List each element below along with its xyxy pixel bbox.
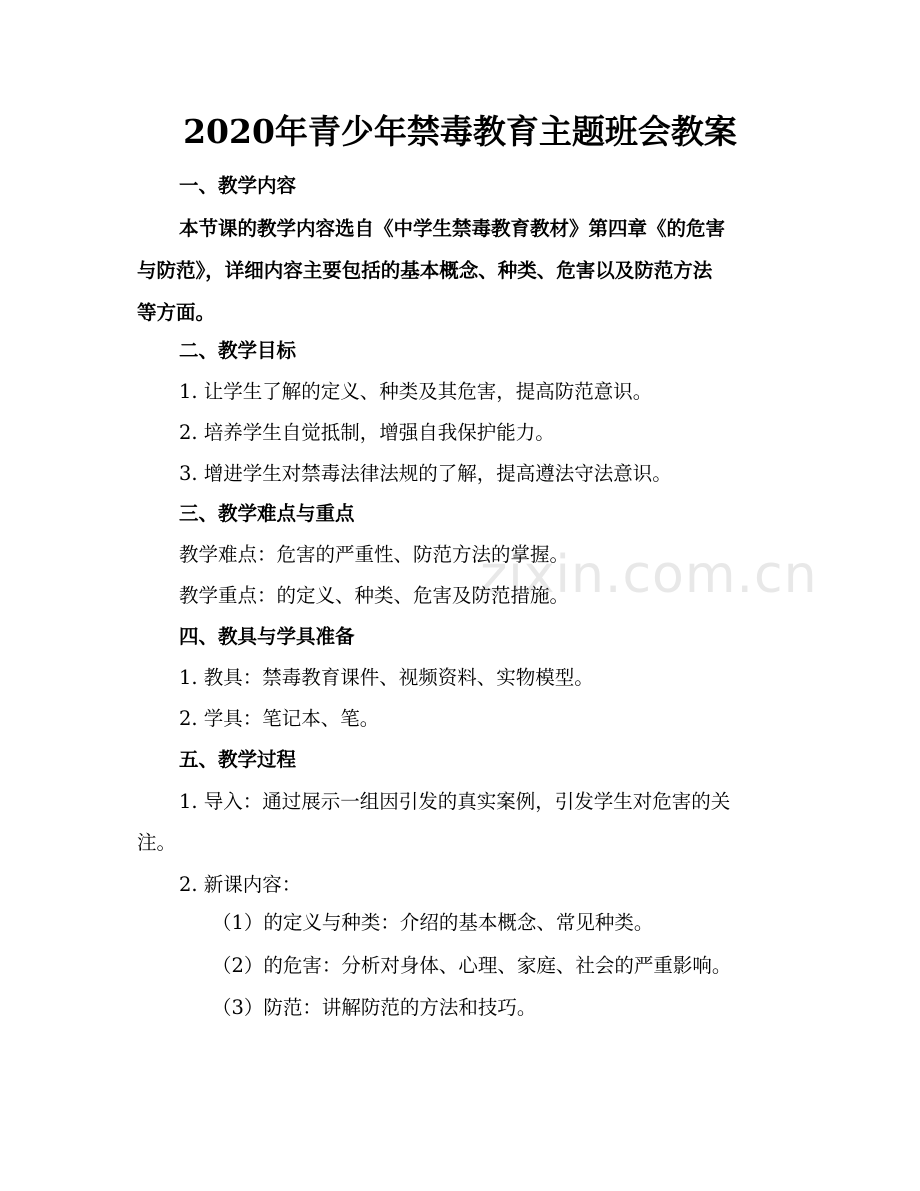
list-item: 1. 教具：禁毒教育课件、视频资料、实物模型。: [179, 666, 594, 689]
sub-list-item: （2）的危害：分析对身体、心理、家庭、社会的严重影响。: [212, 954, 732, 977]
sub-list-item: （3）防范：讲解防范的方法和技巧。: [212, 996, 537, 1019]
list-item: 2. 新课内容：: [179, 873, 302, 896]
paragraph-line: 与防范》，详细内容主要包括的基本概念、种类、危害以及防范方法: [137, 259, 713, 282]
sub-list-item: （1）的定义与种类：介绍的基本概念、常见种类。: [212, 911, 654, 934]
paragraph-line: 本节课的教学内容选自《中学生禁毒教育教材》第四章《的危害: [179, 217, 726, 240]
list-item: 3. 增进学生对禁毒法律法规的了解，提高遵法守法意识。: [179, 462, 672, 485]
section-heading-content: 一、教学内容: [179, 174, 297, 197]
list-item: 1. 导入：通过展示一组因引发的真实案例，引发学生对危害的关: [179, 790, 731, 813]
section-heading-key-points: 三、教学难点与重点: [179, 502, 355, 525]
watermark: zixin.com.cn: [480, 545, 818, 605]
list-item-continuation: 注。: [137, 831, 177, 854]
section-heading-process: 五、教学过程: [179, 748, 297, 771]
section-heading-materials: 四、教具与学具准备: [179, 625, 355, 648]
list-item: 2. 学具：笔记本、笔。: [179, 707, 380, 730]
section-heading-objectives: 二、教学目标: [179, 339, 297, 362]
paragraph-line: 等方面。: [137, 301, 216, 324]
list-item: 1. 让学生了解的定义、种类及其危害，提高防范意识。: [179, 380, 653, 403]
list-item: 教学难点：危害的严重性、防范方法的掌握。: [179, 543, 570, 566]
list-item: 教学重点：的定义、种类、危害及防范措施。: [179, 584, 570, 607]
list-item: 2. 培养学生自觉抵制，增强自我保护能力。: [179, 421, 555, 444]
page-title: 2020年青少年禁毒教育主题班会教案: [183, 112, 737, 151]
